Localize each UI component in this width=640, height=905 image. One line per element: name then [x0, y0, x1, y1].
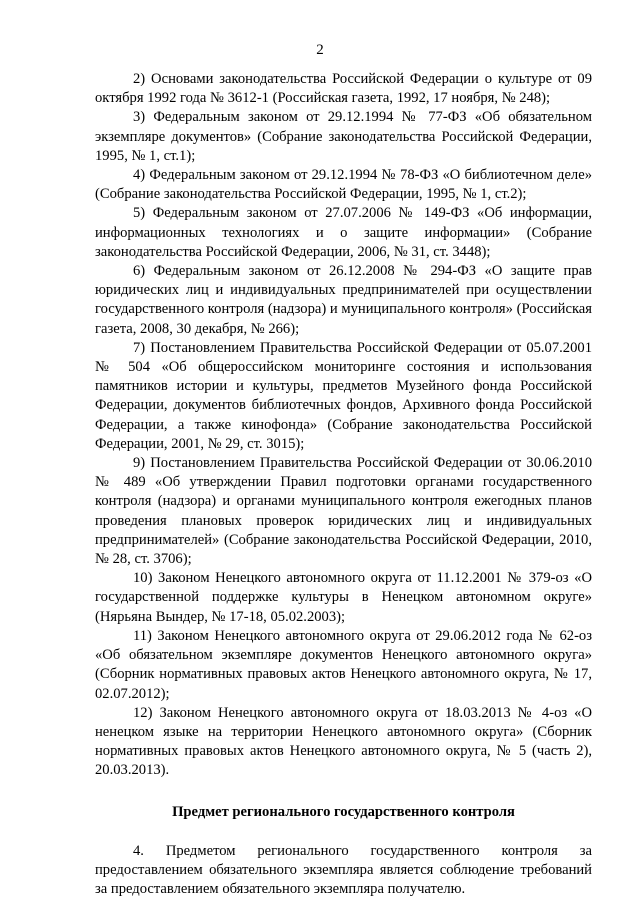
list-item: 6) Федеральным законом от 26.12.2008 № 294-ФЗ «О защите прав юридических лиц и индивидуальных предпринимателей при осуществлении государственного контроля (надзора) и муниципального контроля» (Российская газета, 2008, 30 декабря, № 266);: [95, 263, 592, 337]
document-body: [95, 70, 592, 899]
list-item: 4) Федеральным законом от 29.12.1994 № 78-ФЗ «О библиотечном деле» (Собрание законодательства Российской Федерации, 1995, № 1, ст.2);: [95, 167, 592, 203]
list-item: 5) Федеральным законом от 27.07.2006 № 149-ФЗ «Об информации, информационных технологиях и о защите информации» (Собрание законодательства Российской Федерации, 2006, № 31, ст. 3448);: [95, 205, 592, 260]
list-item: 10) Законом Ненецкого автономного округа от 11.12.2001 № 379-оз «О государственной поддержке культуры в Ненецком автономном округе» (Нярьяна Вындер, № 17-18, 05.02.2003);: [95, 570, 592, 625]
list-item: 7) Постановлением Правительства Российской Федерации от 05.07.2001 № 504 «Об общероссийском мониторинге состояния и использования памятников истории и культуры, предметов Музейного фонда Российской Федерации, документов библиотечных фондов, Архивного фонда Российской Федерации, а также кинофонда» (Собрание законодательства Российской Федерации, 2001, № 29, ст. 3015);: [95, 339, 592, 452]
section-paragraph: 4. Предметом регионального государственного контроля за предоставлением обязательного экземпляра является соблюдение требований за предоставлением обязательного экземпляра получателю.: [95, 842, 592, 898]
list-item: 3) Федеральным законом от 29.12.1994 № 77-ФЗ «Об обязательном экземпляре документов» (Собрание законодательства Российской Федерации, 1995, № 1, ст.1);: [95, 109, 592, 164]
list-item: 11) Законом Ненецкого автономного округа от 29.06.2012 года № 62-оз «Об обязательном экземпляре документов Ненецкого автономного округа» (Сборник нормативных правовых актов Ненецкого автономного округа, № 17, 02.07.2012);: [95, 627, 592, 702]
list-item: 12) Законом Ненецкого автономного округа от 18.03.2013 № 4-оз «О ненецком языке на территории Ненецкого автономного округа» (Сборник нормативных правовых актов Ненецкого автономного округа, № 5 (часть 2), 20.03.2013).: [95, 704, 592, 779]
list-item: 2) Основами законодательства Российской Федерации о культуре от 09 октября 1992 года № 3612-1 (Российская газета, 1992, 17 ноября, № 248);: [95, 71, 592, 107]
list-item: 9) Постановлением Правительства Российской Федерации от 30.06.2010 № 489 «Об утверждении Правил подготовки органами государственного контроля (надзора) и органами муниципального контроля ежегодных планов проведения плановых проверок юридических лиц и индивидуальных предпринимателей» (Собрание законодательства Российской Федерации, 2010, № 28, ст. 3706);: [95, 455, 592, 568]
section-heading: Предмет регионального государственного контроля: [172, 803, 515, 820]
page-number: 2: [316, 42, 324, 58]
